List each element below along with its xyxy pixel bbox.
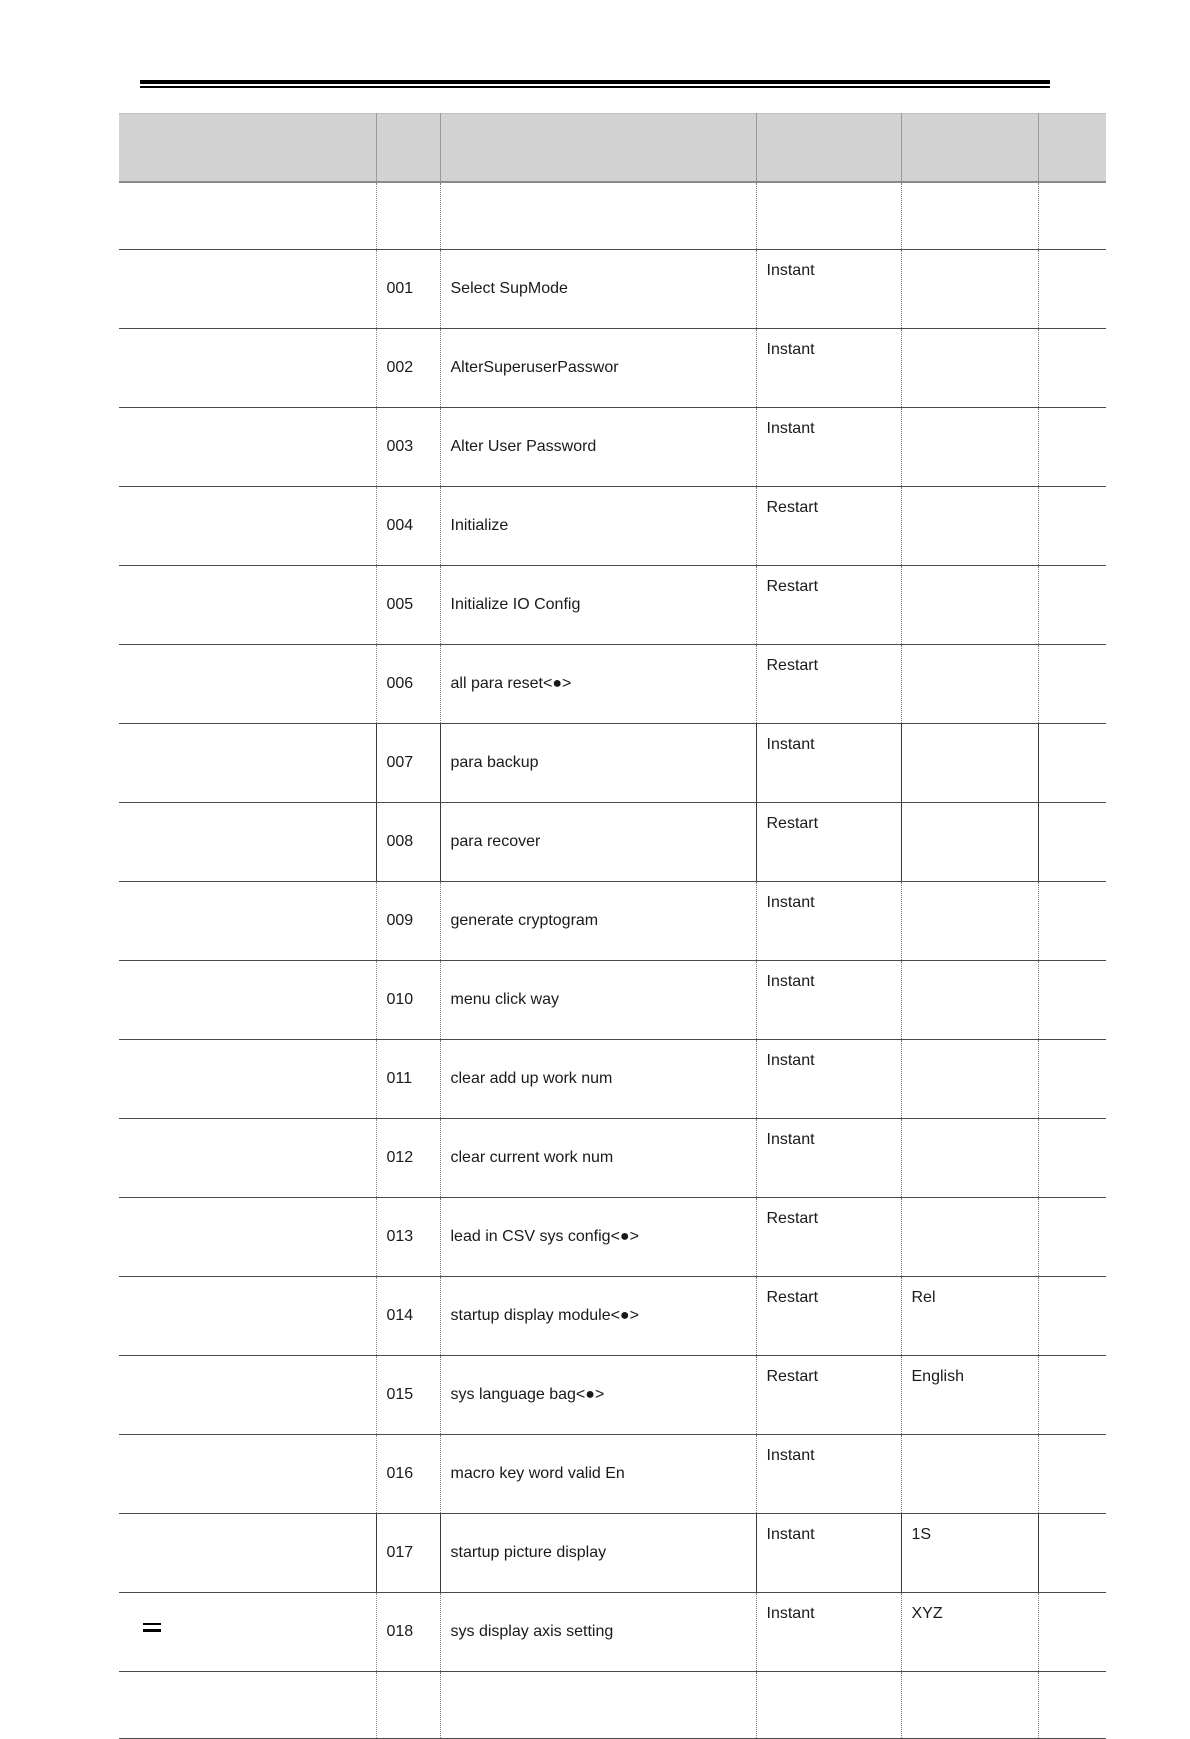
cell-empty [376, 182, 440, 250]
cell-remark [1038, 1119, 1106, 1198]
parameter-table [119, 113, 1106, 1739]
cell-number: 004 [376, 487, 440, 566]
cell-number: 018 [376, 1593, 440, 1672]
cell-description [119, 1198, 376, 1277]
header-cell-description [119, 114, 376, 183]
header-rule-thin [140, 86, 1050, 88]
cell-description [119, 1593, 376, 1672]
cell-empty [901, 1672, 1038, 1739]
cell-name: macro key word valid En [440, 1435, 756, 1514]
header-cell-effective [756, 114, 901, 183]
table-row [119, 329, 1106, 408]
cell-empty [440, 182, 756, 250]
cell-number: 017 [376, 1514, 440, 1593]
cell-remark [1038, 250, 1106, 329]
cell-default [901, 566, 1038, 645]
cell-name: Initialize [440, 487, 756, 566]
cell-name: sys language bag<●> [440, 1356, 756, 1435]
cell-number: 013 [376, 1198, 440, 1277]
cell-name: startup picture display [440, 1514, 756, 1593]
cell-description [119, 882, 376, 961]
cell-description [119, 408, 376, 487]
table-row [119, 1040, 1106, 1119]
cell-description [119, 1119, 376, 1198]
header-cell-name [440, 114, 756, 183]
cell-remark [1038, 1514, 1106, 1593]
cell-name: menu click way [440, 961, 756, 1040]
cell-remark [1038, 487, 1106, 566]
cell-effective: Instant [756, 329, 901, 408]
table-row [119, 1435, 1106, 1514]
header-cell-default [901, 114, 1038, 183]
cell-name: lead in CSV sys config<●> [440, 1198, 756, 1277]
cell-name: Alter User Password [440, 408, 756, 487]
cell-description [119, 566, 376, 645]
cell-name: Select SupMode [440, 250, 756, 329]
cell-remark [1038, 408, 1106, 487]
cell-number: 015 [376, 1356, 440, 1435]
table-header-row [119, 114, 1106, 183]
cell-number: 003 [376, 408, 440, 487]
footer-mark-bar-top [143, 1623, 161, 1625]
cell-default [901, 1435, 1038, 1514]
cell-empty [756, 1672, 901, 1739]
cell-name: para recover [440, 803, 756, 882]
cell-effective: Instant [756, 1593, 901, 1672]
cell-remark [1038, 882, 1106, 961]
cell-effective: Restart [756, 487, 901, 566]
cell-description [119, 250, 376, 329]
table-row [119, 1277, 1106, 1356]
cell-default [901, 487, 1038, 566]
cell-remark [1038, 1040, 1106, 1119]
cell-number: 006 [376, 645, 440, 724]
cell-remark [1038, 1198, 1106, 1277]
table-row [119, 1514, 1106, 1593]
cell-effective: Restart [756, 1198, 901, 1277]
cell-remark [1038, 645, 1106, 724]
cell-remark [1038, 803, 1106, 882]
cell-number: 010 [376, 961, 440, 1040]
table-row [119, 882, 1106, 961]
cell-empty [376, 1672, 440, 1739]
cell-remark [1038, 961, 1106, 1040]
cell-description [119, 1514, 376, 1593]
cell-number: 008 [376, 803, 440, 882]
footer-mark-bar-bottom [143, 1629, 161, 1632]
cell-description [119, 803, 376, 882]
cell-effective: Instant [756, 961, 901, 1040]
cell-empty [440, 1672, 756, 1739]
cell-default [901, 803, 1038, 882]
cell-effective: Instant [756, 882, 901, 961]
cell-remark [1038, 1435, 1106, 1514]
cell-remark [1038, 1356, 1106, 1435]
cell-effective: Instant [756, 408, 901, 487]
cell-default: 1S [901, 1514, 1038, 1593]
cell-effective: Instant [756, 1119, 901, 1198]
cell-name: clear add up work num [440, 1040, 756, 1119]
table-row [119, 487, 1106, 566]
cell-description [119, 961, 376, 1040]
cell-remark [1038, 1277, 1106, 1356]
header-cell-number [376, 114, 440, 183]
cell-default [901, 1198, 1038, 1277]
cell-effective: Restart [756, 645, 901, 724]
cell-empty [119, 1672, 376, 1739]
cell-effective: Restart [756, 1277, 901, 1356]
cell-remark [1038, 566, 1106, 645]
table-row-empty-top [119, 182, 1106, 250]
cell-default [901, 1119, 1038, 1198]
cell-name: para backup [440, 724, 756, 803]
cell-name: all para reset<●> [440, 645, 756, 724]
cell-default [901, 408, 1038, 487]
cell-name: startup display module<●> [440, 1277, 756, 1356]
header-rule-thick [140, 80, 1050, 84]
footer-page-mark [143, 1623, 161, 1631]
cell-effective: Restart [756, 803, 901, 882]
cell-number: 014 [376, 1277, 440, 1356]
table-row [119, 408, 1106, 487]
cell-empty [1038, 182, 1106, 250]
table-row-empty-bottom [119, 1672, 1106, 1739]
cell-name: clear current work num [440, 1119, 756, 1198]
cell-empty [119, 182, 376, 250]
cell-default [901, 724, 1038, 803]
cell-effective: Instant [756, 724, 901, 803]
cell-name: AlterSuperuserPasswor [440, 329, 756, 408]
cell-effective: Restart [756, 1356, 901, 1435]
cell-empty [756, 182, 901, 250]
cell-number: 005 [376, 566, 440, 645]
cell-default [901, 1040, 1038, 1119]
table-row [119, 1356, 1106, 1435]
cell-default [901, 882, 1038, 961]
cell-default [901, 645, 1038, 724]
cell-description [119, 724, 376, 803]
table-row [119, 961, 1106, 1040]
table-row [119, 803, 1106, 882]
table-row [119, 724, 1106, 803]
cell-number: 002 [376, 329, 440, 408]
cell-description [119, 1040, 376, 1119]
table-row [119, 1593, 1106, 1672]
cell-effective: Restart [756, 566, 901, 645]
cell-default [901, 961, 1038, 1040]
cell-description [119, 645, 376, 724]
table-row [119, 645, 1106, 724]
table-row [119, 566, 1106, 645]
cell-default: Rel [901, 1277, 1038, 1356]
cell-description [119, 329, 376, 408]
table-row [119, 250, 1106, 329]
cell-number: 001 [376, 250, 440, 329]
cell-remark [1038, 724, 1106, 803]
cell-effective: Instant [756, 250, 901, 329]
cell-remark [1038, 1593, 1106, 1672]
cell-effective: Instant [756, 1514, 901, 1593]
cell-default [901, 250, 1038, 329]
cell-description [119, 1435, 376, 1514]
cell-remark [1038, 329, 1106, 408]
cell-default: XYZ [901, 1593, 1038, 1672]
cell-number: 011 [376, 1040, 440, 1119]
table-row [119, 1119, 1106, 1198]
cell-empty [901, 182, 1038, 250]
cell-default [901, 329, 1038, 408]
header-cell-remark [1038, 114, 1106, 183]
cell-number: 012 [376, 1119, 440, 1198]
cell-name: sys display axis setting [440, 1593, 756, 1672]
cell-effective: Instant [756, 1435, 901, 1514]
cell-number: 007 [376, 724, 440, 803]
cell-number: 009 [376, 882, 440, 961]
cell-description [119, 1356, 376, 1435]
table-row [119, 1198, 1106, 1277]
cell-name: generate cryptogram [440, 882, 756, 961]
cell-empty [1038, 1672, 1106, 1739]
cell-number: 016 [376, 1435, 440, 1514]
cell-description [119, 487, 376, 566]
header-double-rule [140, 80, 1050, 89]
cell-name: Initialize IO Config [440, 566, 756, 645]
cell-default: English [901, 1356, 1038, 1435]
cell-description [119, 1277, 376, 1356]
cell-effective: Instant [756, 1040, 901, 1119]
